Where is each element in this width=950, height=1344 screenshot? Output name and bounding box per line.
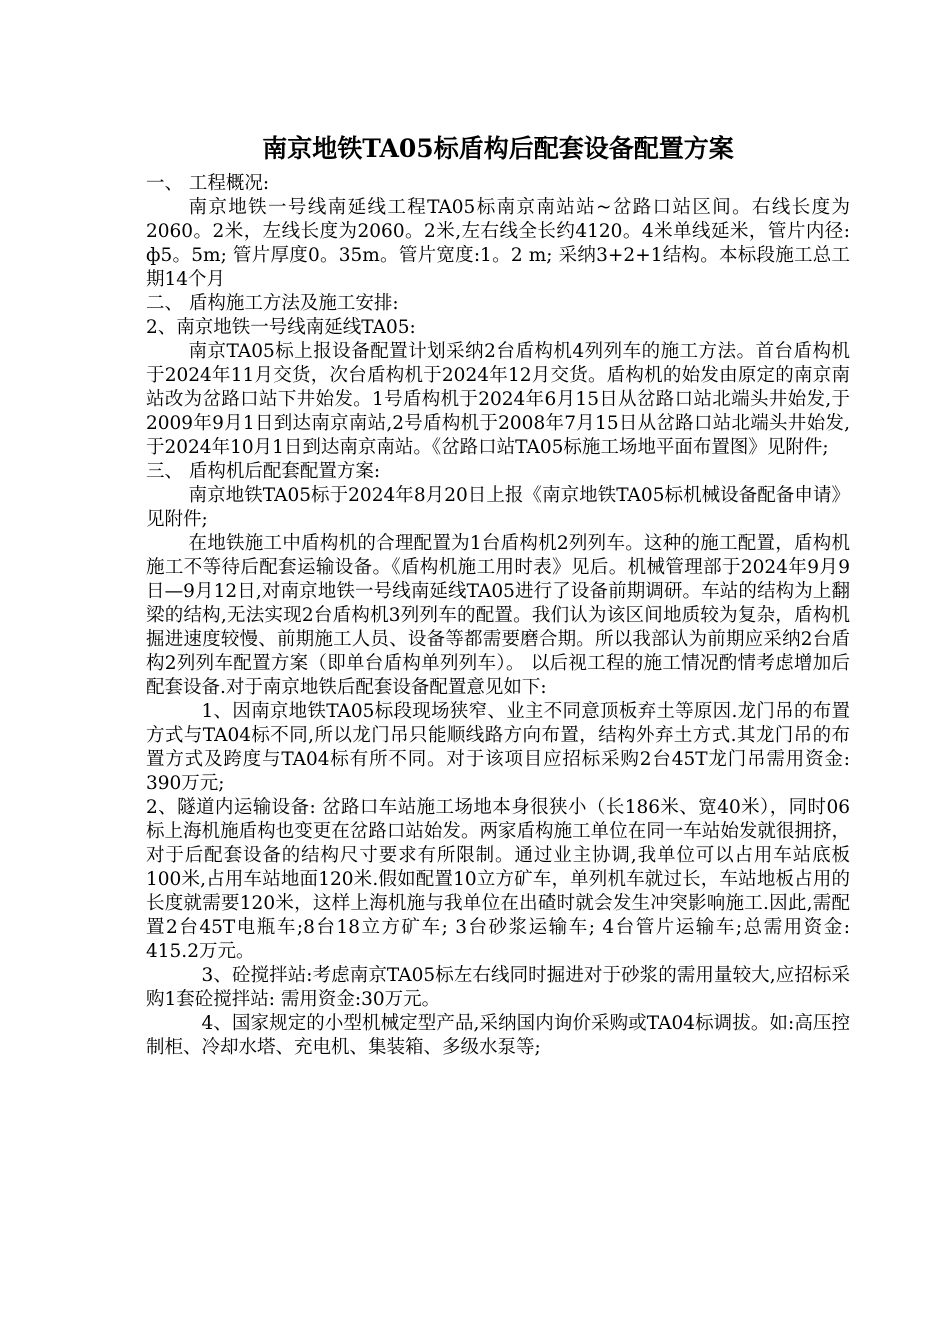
paragraph-construction-plan: 南京TA05标上报设备配置计划采纳2台盾构机4列列车的施工方法。首台盾构机于2024年11月交货，次台盾构机于2024年12月交货。盾构机的始发由原定的南京南站改为岔路口站下井始发。1号盾构机于2024年6月15日从岔路口站北端头井始发,于2009年9月1日到达南京南站,2号盾构机于2008年7月15日从岔路口站北端头井始发, 于2024年10月1日到达南京南站。《岔路口站TA05标施工场地平面布置图》见附件; [146, 341, 850, 458]
section-heading-construction: 二、 盾构施工方法及施工安排: [146, 293, 399, 314]
document-page [146, 132, 850, 1060]
section-heading-configuration: 三、 盾构机后配套配置方案: [146, 461, 381, 482]
paragraph-reasonable-config: 在地铁施工中盾构机的合理配置为1台盾构机2列列车。这种的施工配置，盾构机施工不等待后配套运输设备。《盾构机施工用时表》见后。机械管理部于2024年9月9日—9月12日,对南京地铁一号线南延线TA05进行了设备前期调研。车站的结构为上翻梁的结构,无法实现2台盾构机3列列车的配置。我们认为该区间地质较为复杂，盾构机掘进速度较慢、前期施工人员、设备等都需要磨合期。所以我部认为前期应采纳2台盾构2列列车配置方案（即单台盾构单列列车）。 以后视工程的施工情况酌情考虑增加后配套设备.对于南京地铁后配套设备配置意见如下: [146, 533, 850, 698]
paragraph-application: 南京地铁TA05标于2024年8月20日上报《南京地铁TA05标机械设备配备申请》见附件; [146, 485, 850, 530]
paragraph-overview: 南京地铁一号线南延线工程TA05标南京南站站~岔路口站区间。右线长度为2060。2米，左线长度为2060。2米,左右线全长约4120。4米单线延米，管片内径: ф5。5m; 管片厚度0。35m。管片宽度:1。2 m; 采纳3+2+1结构。本标段施工总工期14个月 [146, 197, 850, 290]
document-title: 南京地铁TA05标盾构后配套设备配置方案 [262, 134, 734, 163]
item-tunnel-transport: 2、隧道内运输设备: 岔路口车站施工场地本身很狭小（长186米、宽40米），同时06标上海机施盾构也变更在岔路口站始发。两家盾构施工单位在同一车站始发就很拥挤，对于后配套设备的结构尺寸要求有所限制。通过业主协调,我单位可以占用车站底板100米,占用车站地面120米.假如配置10立方矿车，单列机车就过长，车站地板占用的长度就需要120米，这样上海机施与我单位在出碴时就会发生冲突影响施工.因此,需配置2台45T电瓶车;8台18立方矿车; 3台砂浆运输车; 4台管片运输车;总需用资金: 415.2万元。 [146, 797, 850, 962]
item-gantry-crane: 1、因南京地铁TA05标段现场狭窄、业主不同意顶板弃土等原因.龙门吊的布置方式与TA04标不同,所以龙门吊只能顺线路方向布置，结构外弃土方式.其龙门吊的布置方式及跨度与TA04标有所不同。对于该项目应招标采购2台45T龙门吊需用资金: 390万元; [146, 701, 850, 794]
section-heading-overview: 一、 工程概况: [146, 173, 270, 194]
item-small-machinery: 4、国家规定的小型机械定型产品,采纳国内询价采购或TA04标调拔。如:高压控制柜、冷却水塔、充电机、集装箱、多级水泵等; [146, 1013, 850, 1058]
subheading-ta05: 2、南京地铁一号线南延线TA05: [146, 317, 416, 338]
item-mixing-station: 3、砼搅拌站:考虑南京TA05标左右线同时掘进对于砂浆的需用量较大,应招标采购1套砼搅拌站: 需用资金:30万元。 [146, 965, 850, 1010]
